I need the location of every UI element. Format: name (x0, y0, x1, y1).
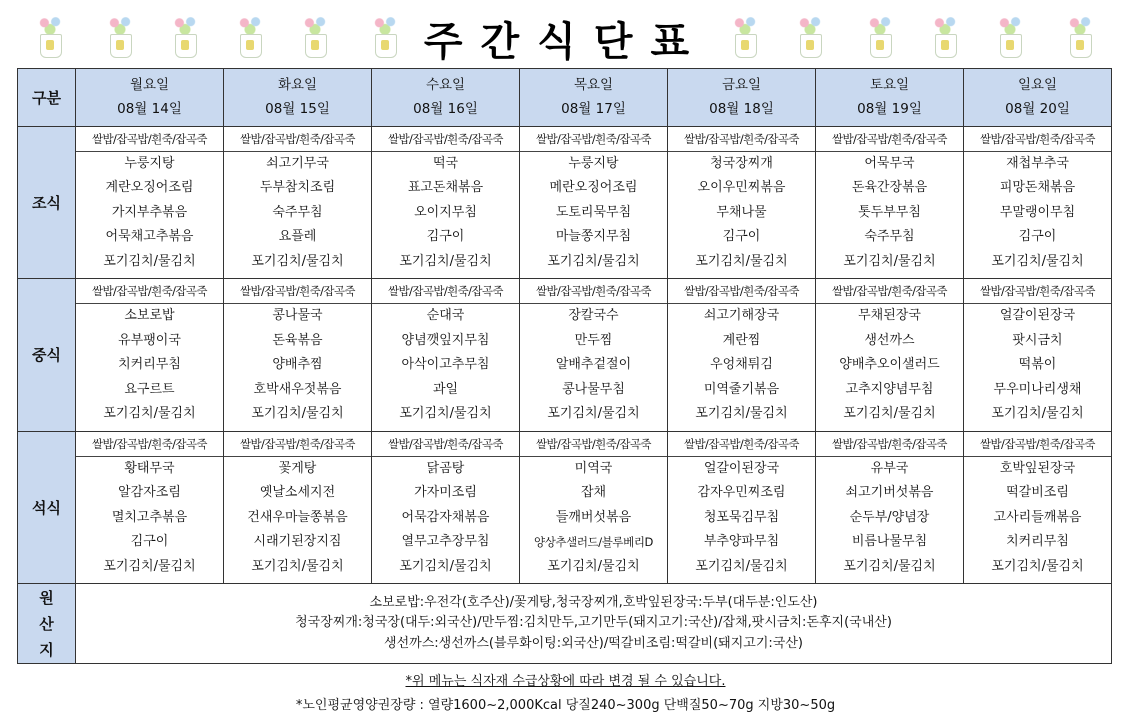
menu-item: 포기김치/물김치 (399, 253, 492, 269)
rice-options: 쌀밥/잡곡밥/흰죽/잡곡죽 (224, 127, 371, 152)
menu-item: 포기김치/물김치 (399, 558, 492, 574)
menu-item: 양상추샐러드/블루베리D (533, 535, 654, 550)
meal-label: 조식 (18, 126, 76, 279)
rice-options: 쌀밥/잡곡밥/흰죽/잡곡죽 (520, 127, 667, 152)
menu-item: 무말랭이무침 (999, 204, 1076, 220)
menu-item: 포기김치/물김치 (103, 558, 196, 574)
menu-item: 포기김치/물김치 (251, 558, 344, 574)
menu-item: 포기김치/물김치 (991, 253, 1084, 269)
menu-item: 순두부/양념장 (849, 509, 930, 525)
menu-item: 포기김치/물김치 (547, 558, 640, 574)
nutrition-note: *노인평균영양권장량 : 열량1600~2,000Kcal 당질240~300g 단백질50~70g 지방30~50g (295, 698, 836, 713)
menu-item: 들깨버섯볶음 (555, 509, 632, 525)
menu-item: 포기김치/물김치 (547, 253, 640, 269)
menu-cell (816, 126, 964, 279)
menu-cell (668, 431, 816, 584)
menu-item: 떡볶이 (1018, 357, 1057, 373)
menu-item: 포기김치/물김치 (991, 558, 1084, 574)
origin-label-char: 지 (39, 640, 54, 659)
menu-item: 닭곰탕 (426, 460, 465, 476)
menu-item: 어묵감자채볶음 (401, 509, 490, 525)
day-date: 08월 17일 (561, 101, 626, 118)
rice-options: 쌀밥/잡곡밥/흰죽/잡곡죽 (964, 432, 1111, 457)
menu-cell (964, 279, 1112, 432)
menu-item: 아삭이고추무침 (401, 357, 490, 373)
menu-item: 오이지무침 (414, 204, 477, 220)
origin-info (76, 584, 1112, 664)
menu-item: 고추지양념무침 (845, 381, 934, 397)
menu-item: 감자우민찌조림 (697, 485, 786, 501)
menu-item: 시래기된장지짐 (253, 534, 342, 550)
day-header (816, 69, 964, 127)
rice-options: 쌀밥/잡곡밥/흰죽/잡곡죽 (76, 432, 223, 457)
menu-item: 포기김치/물김치 (547, 406, 640, 422)
menu-item: 소보로밥 (124, 308, 175, 324)
menu-item: 가지부추볶음 (111, 204, 188, 220)
menu-item: 포기김치/물김치 (399, 406, 492, 422)
menu-item: 미역국 (574, 460, 613, 476)
menu-item: 얼갈이된장국 (999, 308, 1076, 324)
menu-item: 꽃게탕 (278, 460, 317, 476)
menu-item: 요플레 (278, 229, 317, 245)
menu-item: 숙주무침 (864, 229, 915, 245)
notice-text: *위 메뉴는 식자재 수급상황에 따라 변경 될 수 있습니다. (405, 674, 726, 689)
menu-item: 쇠고기무국 (266, 155, 329, 171)
menu-change-notice (0, 670, 1131, 689)
menu-item: 잡채 (580, 485, 607, 501)
menu-item: 두부참치조림 (259, 180, 336, 196)
menu-item: 유부국 (870, 460, 909, 476)
menu-item: 돈육간장볶음 (851, 180, 928, 196)
menu-item: 김구이 (130, 534, 169, 550)
menu-item: 청포묵김무침 (703, 509, 780, 525)
origin-line: 소보로밥:우전각(호주산)/꽃게탕,청국장찌개,호박잎된장국:두부(대두분:인도산) (369, 594, 818, 610)
menu-item: 포기김치/물김치 (251, 253, 344, 269)
weekly-menu-table (17, 68, 1112, 664)
day-header (668, 69, 816, 127)
day-date: 08월 19일 (857, 101, 922, 118)
menu-item: 황태무국 (124, 460, 175, 476)
menu-item: 톳두부무침 (858, 204, 921, 220)
menu-cell (76, 126, 224, 279)
menu-item: 콩나물무침 (562, 381, 625, 397)
menu-item: 얼갈이된장국 (703, 460, 780, 476)
rice-options: 쌀밥/잡곡밥/흰죽/잡곡죽 (224, 279, 371, 304)
menu-item: 포기김치/물김치 (695, 558, 788, 574)
menu-item: 누룽지탕 (124, 155, 175, 171)
menu-item: 과일 (432, 381, 459, 397)
meal-rows (18, 126, 1112, 584)
rice-options: 쌀밥/잡곡밥/흰죽/잡곡죽 (816, 127, 963, 152)
menu-item: 포기김치/물김치 (843, 253, 936, 269)
day-header-row (18, 69, 1112, 127)
rice-options: 쌀밥/잡곡밥/흰죽/잡곡죽 (372, 432, 519, 457)
day-header (224, 69, 372, 127)
menu-item: 계란찜 (722, 332, 761, 348)
menu-item: 무채된장국 (858, 308, 921, 324)
page-title: 주간식단표 (423, 19, 708, 65)
day-name: 토요일 (869, 77, 910, 94)
menu-item: 열무고추장무침 (401, 534, 490, 550)
day-name: 월요일 (129, 77, 170, 94)
menu-item: 포기김치/물김치 (843, 558, 936, 574)
menu-item: 어묵무국 (864, 155, 915, 171)
menu-item: 김구이 (722, 229, 761, 245)
menu-item: 멸치고추볶음 (111, 509, 188, 525)
menu-item: 양배추찜 (272, 357, 323, 373)
meal-row (18, 431, 1112, 584)
day-date: 08월 20일 (1005, 101, 1070, 118)
menu-item: 떡국 (432, 155, 459, 171)
menu-item: 알배추겉절이 (555, 357, 632, 373)
rice-options: 쌀밥/잡곡밥/흰죽/잡곡죽 (816, 432, 963, 457)
menu-cell (76, 431, 224, 584)
menu-item: 김구이 (426, 229, 465, 245)
menu-cell (964, 431, 1112, 584)
menu-item: 치커리무침 (1006, 534, 1069, 550)
menu-item: 고사리들깨볶음 (993, 509, 1082, 525)
menu-item: 포기김치/물김치 (843, 406, 936, 422)
menu-cell (964, 126, 1112, 279)
menu-item: 장칼국수 (568, 308, 619, 324)
origin-line: 청국장찌개:청국장(대두:외국산)/만두찜:김치만두,고기만두(돼지고기:국산)/잡채,팟시금치:돈후지(국내산) (295, 615, 892, 631)
menu-item: 가자미조림 (414, 485, 477, 501)
day-date: 08월 18일 (709, 101, 774, 118)
rice-options: 쌀밥/잡곡밥/흰죽/잡곡죽 (964, 279, 1111, 304)
menu-cell (76, 279, 224, 432)
menu-item: 포기김치/물김치 (695, 253, 788, 269)
menu-cell (520, 431, 668, 584)
menu-item: 포기김치/물김치 (991, 406, 1084, 422)
menu-item: 재첩부추국 (1006, 155, 1069, 171)
menu-item: 비름나물무침 (851, 534, 928, 550)
menu-cell (224, 126, 372, 279)
day-date: 08월 14일 (117, 101, 182, 118)
menu-item: 치커리무침 (118, 357, 181, 373)
menu-cell (816, 431, 964, 584)
menu-item: 어묵채고추볶음 (105, 229, 194, 245)
menu-item: 호박새우젓볶음 (253, 381, 342, 397)
rice-options: 쌀밥/잡곡밥/흰죽/잡곡죽 (76, 279, 223, 304)
menu-item: 메란오징어조림 (549, 180, 638, 196)
menu-item: 포기김치/물김치 (251, 406, 344, 422)
menu-item: 떡갈비조림 (1006, 485, 1069, 501)
meal-label: 석식 (18, 431, 76, 584)
menu-item: 계란오징어조림 (105, 180, 194, 196)
menu-item: 콩나물국 (272, 308, 323, 324)
menu-item: 피망돈채볶음 (999, 180, 1076, 196)
menu-item: 유부팽이국 (118, 332, 181, 348)
menu-item: 순대국 (426, 308, 465, 324)
menu-cell (520, 279, 668, 432)
day-date: 08월 16일 (413, 101, 478, 118)
rice-options: 쌀밥/잡곡밥/흰죽/잡곡죽 (76, 127, 223, 152)
header (0, 0, 1131, 66)
origin-line: 생선까스:생선까스(블루화이팅:외국산)/떡갈비조림:떡갈비(돼지고기:국산) (384, 635, 803, 651)
menu-item: 호박잎된장국 (999, 460, 1076, 476)
menu-item: 누룽지탕 (568, 155, 619, 171)
menu-cell (372, 126, 520, 279)
menu-item: 옛날소세지전 (259, 485, 336, 501)
menu-item: 알감자조림 (118, 485, 181, 501)
day-name: 일요일 (1017, 77, 1058, 94)
rice-options: 쌀밥/잡곡밥/흰죽/잡곡죽 (520, 279, 667, 304)
day-header (372, 69, 520, 127)
menu-item: 생선까스 (864, 332, 915, 348)
menu-item: 양념깻잎지무침 (401, 332, 490, 348)
rice-options: 쌀밥/잡곡밥/흰죽/잡곡죽 (372, 127, 519, 152)
menu-cell (668, 126, 816, 279)
menu-item: 청국장찌개 (710, 155, 773, 171)
origin-row (18, 584, 1112, 664)
corner-label: 구분 (18, 69, 76, 127)
menu-item: 미역줄기볶음 (703, 381, 780, 397)
menu-item: 표고돈채볶음 (407, 180, 484, 196)
menu-item: 오이우민찌볶음 (697, 180, 786, 196)
rice-options: 쌀밥/잡곡밥/흰죽/잡곡죽 (668, 127, 815, 152)
rice-options: 쌀밥/잡곡밥/흰죽/잡곡죽 (668, 432, 815, 457)
menu-cell (816, 279, 964, 432)
menu-item: 포기김치/물김치 (695, 406, 788, 422)
rice-options: 쌀밥/잡곡밥/흰죽/잡곡죽 (964, 127, 1111, 152)
menu-item: 쇠고기해장국 (703, 308, 780, 324)
meal-row (18, 126, 1112, 279)
menu-item: 돈육볶음 (272, 332, 323, 348)
meal-label: 중식 (18, 279, 76, 432)
day-name: 화요일 (277, 77, 318, 94)
menu-cell (372, 431, 520, 584)
menu-item: 포기김치/물김치 (103, 253, 196, 269)
menu-item: 만두찜 (574, 332, 613, 348)
rice-options: 쌀밥/잡곡밥/흰죽/잡곡죽 (816, 279, 963, 304)
origin-label-char: 원 (39, 588, 54, 607)
day-name: 수요일 (425, 77, 466, 94)
day-date: 08월 15일 (265, 101, 330, 118)
day-name: 금요일 (721, 77, 762, 94)
origin-label-char: 산 (39, 614, 54, 633)
menu-item: 팟시금치 (1012, 332, 1063, 348)
meal-row (18, 279, 1112, 432)
menu-cell (224, 431, 372, 584)
rice-options: 쌀밥/잡곡밥/흰죽/잡곡죽 (372, 279, 519, 304)
day-name: 목요일 (573, 77, 614, 94)
day-header (76, 69, 224, 127)
menu-item: 우엉채튀김 (710, 357, 773, 373)
menu-item: 양배추오이샐러드 (839, 357, 940, 373)
rice-options: 쌀밥/잡곡밥/흰죽/잡곡죽 (668, 279, 815, 304)
day-header (964, 69, 1112, 127)
menu-item: 건새우마늘쫑볶음 (247, 509, 348, 525)
rice-options: 쌀밥/잡곡밥/흰죽/잡곡죽 (224, 432, 371, 457)
menu-cell (372, 279, 520, 432)
menu-item: 마늘쫑지무침 (555, 229, 632, 245)
menu-item: 도토리묵무침 (555, 204, 632, 220)
menu-cell (668, 279, 816, 432)
menu-cell (224, 279, 372, 432)
origin-label (18, 584, 76, 664)
menu-item: 부추양파무침 (703, 534, 780, 550)
menu-cell (520, 126, 668, 279)
menu-item: 쇠고기버섯볶음 (845, 485, 934, 501)
menu-item: 숙주무침 (272, 204, 323, 220)
day-header (520, 69, 668, 127)
rice-options: 쌀밥/잡곡밥/흰죽/잡곡죽 (520, 432, 667, 457)
menu-item: 포기김치/물김치 (103, 406, 196, 422)
menu-item: 무채나물 (716, 204, 767, 220)
menu-item: 김구이 (1018, 229, 1057, 245)
menu-item: 요구르트 (124, 381, 175, 397)
menu-item: 무우미나리생채 (993, 381, 1082, 397)
